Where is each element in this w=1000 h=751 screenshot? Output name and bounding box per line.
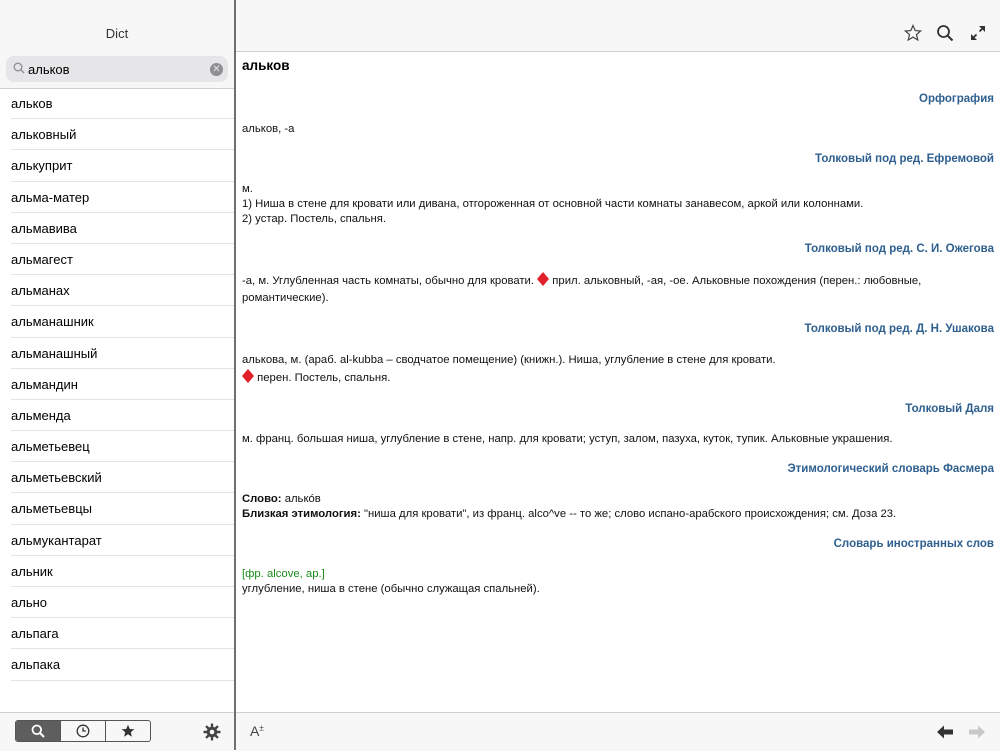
- tab-search[interactable]: [16, 721, 61, 741]
- efremova-line: 2) устар. Постель, спальня.: [242, 213, 387, 225]
- section-title-vasmer: Этимологический словарь Фасмера: [787, 463, 994, 475]
- word-list: [0, 88, 234, 681]
- tab-favorites[interactable]: [106, 721, 150, 741]
- foreign-origin: [фр. alcove, ар.]: [242, 568, 325, 580]
- sidebar: [0, 0, 236, 750]
- section-title-dal: Толковый Даля: [905, 403, 994, 415]
- word-list-item[interactable]: альманашный: [0, 338, 234, 369]
- word-list-item[interactable]: альманах: [0, 275, 234, 306]
- efremova-line: м.: [242, 183, 253, 195]
- word-list-item[interactable]: альменда: [0, 400, 234, 431]
- ozhegov-text: -а, м. Углубленная часть комнаты, обычно для кровати. прил. альковный, -ая, -ое. Альковные похождения (перен.: любовные, романтические).: [242, 272, 994, 307]
- efremova-line: 1) Ниша в стене для кровати или дивана, отгороженная от основной части комнаты занавесом, аркой или колоннами.: [242, 198, 864, 210]
- word-list-item[interactable]: альник: [0, 556, 234, 587]
- section-title-ushakov: Толковый под ред. Д. Н. Ушакова: [804, 323, 994, 335]
- article-content: [242, 55, 994, 597]
- back-arrow-icon[interactable]: [937, 725, 953, 739]
- vasmer-etymology: Близкая этимология: "ниша для кровати", из франц. alco^ve -- то же; слово испано-арабского происхождения; см. Доза 23.: [242, 508, 897, 520]
- word-list-item[interactable]: альмавива: [0, 213, 234, 244]
- foreign-text: углубление, ниша в стене (обычно служащая спальней).: [242, 583, 540, 595]
- word-list-item[interactable]: альмукантарат: [0, 525, 234, 556]
- sidebar-header: [0, 0, 234, 89]
- diamond-icon: [537, 272, 549, 286]
- sidebar-title: Dict: [105, 26, 129, 41]
- word-list-item[interactable]: альпага: [0, 618, 234, 649]
- article-toolbar: [236, 712, 1000, 751]
- word-list-item[interactable]: ально: [0, 587, 234, 618]
- ushakov-line: перен. Постель, спальня.: [242, 369, 994, 387]
- word-list-item[interactable]: альметьевский: [0, 462, 234, 493]
- word-list-item[interactable]: альметьевцы: [0, 493, 234, 524]
- word-list-item[interactable]: альмандин: [0, 369, 234, 400]
- clear-search-icon[interactable]: ✕: [210, 63, 223, 76]
- article-pane: [236, 0, 1000, 750]
- history-icon: [76, 724, 90, 738]
- search-icon[interactable]: [936, 24, 954, 42]
- word-list-item[interactable]: альманашник: [0, 306, 234, 337]
- word-list-item[interactable]: алькуприт: [0, 150, 234, 181]
- section-title-orthography: Орфография: [919, 93, 994, 105]
- sidebar-toolbar: [0, 712, 234, 751]
- headword: альков: [242, 58, 290, 73]
- section-title-foreign: Словарь иностранных слов: [833, 538, 994, 550]
- tab-history[interactable]: [61, 721, 106, 741]
- word-list-item[interactable]: альпака: [0, 649, 234, 680]
- search-input[interactable]: [28, 59, 208, 79]
- word-list-item[interactable]: альковный: [0, 119, 234, 150]
- ushakov-line: алькова, м. (араб. al-kubba – сводчатое помещение) (книжн.). Ниша, углубление в стене для кровати.: [242, 354, 776, 366]
- search-icon: [31, 724, 45, 738]
- expand-icon[interactable]: [969, 24, 987, 42]
- font-size-button[interactable]: A±: [250, 723, 264, 739]
- word-list-item[interactable]: альмагест: [0, 244, 234, 275]
- favorites-icon: [121, 724, 135, 738]
- vasmer-word: Слово: алько́в: [242, 493, 321, 505]
- mode-segmented-control: [15, 720, 151, 742]
- forward-arrow-icon[interactable]: [969, 725, 985, 739]
- search-field[interactable]: [6, 56, 228, 82]
- section-title-efremova: Толковый под ред. Ефремовой: [815, 153, 994, 165]
- word-list-item[interactable]: альметьевец: [0, 431, 234, 462]
- article-header: [236, 0, 1000, 52]
- star-icon[interactable]: [904, 24, 922, 42]
- word-list-item[interactable]: альма-матер: [0, 182, 234, 213]
- section-title-ozhegov: Толковый под ред. С. И. Ожегова: [804, 243, 994, 255]
- orthography-text: альков, -а: [242, 123, 295, 135]
- gear-icon[interactable]: [203, 723, 221, 741]
- dal-text: м. франц. большая ниша, углубление в стене, напр. для кровати; уступ, залом, пазуха, куток, тупик. Альковные украшения.: [242, 433, 893, 445]
- search-icon: [13, 62, 25, 74]
- diamond-icon: [242, 369, 254, 383]
- word-list-item[interactable]: альков: [0, 88, 234, 119]
